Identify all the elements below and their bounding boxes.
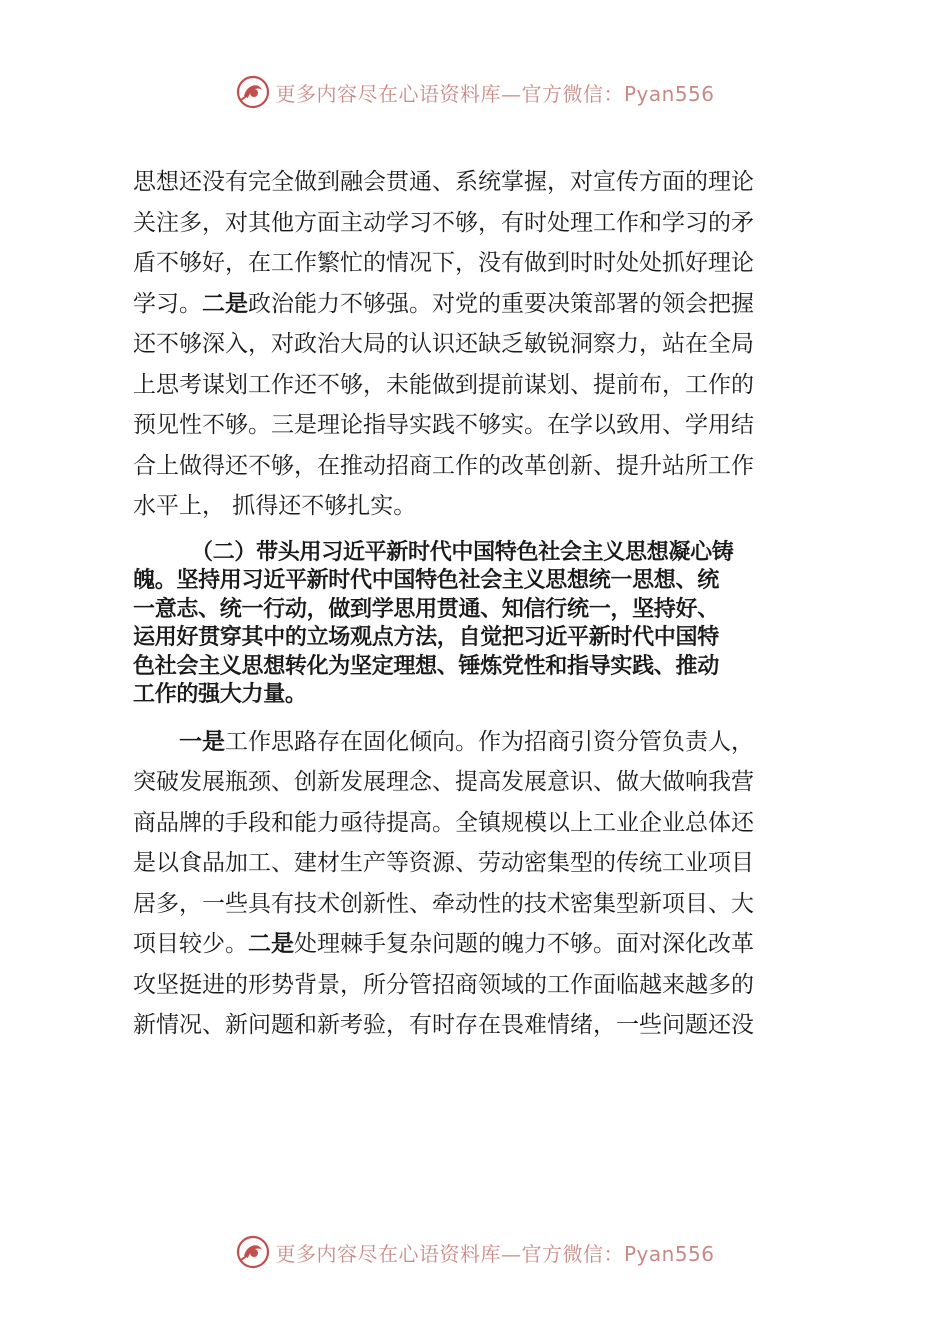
section-heading: 色社会主义思想转化为坚定理想、锤炼党性和指导实践、推动 <box>133 653 719 679</box>
wechat-id: Pyan556 <box>623 1241 715 1266</box>
text-line: 盾不够好，在工作繁忙的情况下，没有做到时时处处抓好理论 <box>133 250 754 276</box>
flower-logo-icon <box>235 1234 271 1270</box>
text-line: 新情况、新问题和新考验，有时存在畏难情绪，一些问题还没 <box>133 1012 754 1038</box>
text-line: 还不够深入，对政治大局的认识还缺乏敏锐洞察力，站在全局 <box>133 331 754 357</box>
text-line: 学习。二是政治能力不够强。对党的重要决策部署的领会把握 <box>133 290 754 317</box>
footer-watermark <box>0 1232 950 1272</box>
text-line: 项目较少。二是处理棘手复杂问题的魄力不够。面对深化改革 <box>133 931 754 957</box>
document-body <box>133 162 823 1046</box>
text-line: 是以食品加工、建材生产等资源、劳动密集型的传统工业项目 <box>133 850 754 876</box>
section-heading: （二）带头用习近平新时代中国特色社会主义思想凝心铸 <box>191 539 734 565</box>
text-line: 合上做得还不够，在推动招商工作的改革创新、提升站所工作 <box>133 452 754 479</box>
text-line: 攻坚挺进的形势背景，所分管招商领域的工作面临越来越多的 <box>133 971 754 998</box>
text-line: 居多，一些具有技术创新性、牵动性的技术密集型新项目、大 <box>133 890 754 917</box>
text-line: 水平上， 抓得还不够扎实。 <box>133 493 417 519</box>
text-line: 一是工作思路存在固化倾向。作为招商引资分管负责人， <box>179 728 754 755</box>
text-line: 突破发展瓶颈、创新发展理念、提高发展意识、做大做响我营 <box>133 769 754 795</box>
text-line: 预见性不够。三是理论指导实践不够实。在学以致用、学用结 <box>133 412 754 438</box>
section-heading: 工作的强大力量。 <box>133 682 307 707</box>
section-heading: 运用好贯穿其中的立场观点方法，自觉把习近平新时代中国特 <box>133 625 719 650</box>
watermark-text: 更多内容尽在心语资料库—官方微信：Pyan556 <box>275 1241 715 1266</box>
section-heading: 魄。坚持用习近平新时代中国特色社会主义思想统一思想、统 <box>133 568 719 593</box>
text-line: 思想还没有完全做到融会贯通、系统掌握，对宣传方面的理论 <box>133 169 754 195</box>
bold-marker: 二是 <box>202 290 248 317</box>
watermark-text: 更多内容尽在心语资料库—官方微信：Pyan556 <box>275 81 715 106</box>
text-line: 上思考谋划工作还不够，未能做到提前谋划、提前布，工作的 <box>133 371 754 398</box>
section-heading: 一意志、统一行动，做到学思用贯通、知信行统一，坚持好、 <box>133 596 719 622</box>
bold-marker: 一是 <box>179 728 225 755</box>
header-watermark <box>0 72 950 112</box>
text-line: 商品牌的手段和能力亟待提高。全镇规模以上工业企业总体还 <box>133 809 754 836</box>
wechat-id: Pyan556 <box>623 81 715 106</box>
text-line: 关注多，对其他方面主动学习不够，有时处理工作和学习的矛 <box>133 209 754 236</box>
flower-logo-icon <box>235 74 271 110</box>
bold-marker: 二是 <box>248 931 294 957</box>
